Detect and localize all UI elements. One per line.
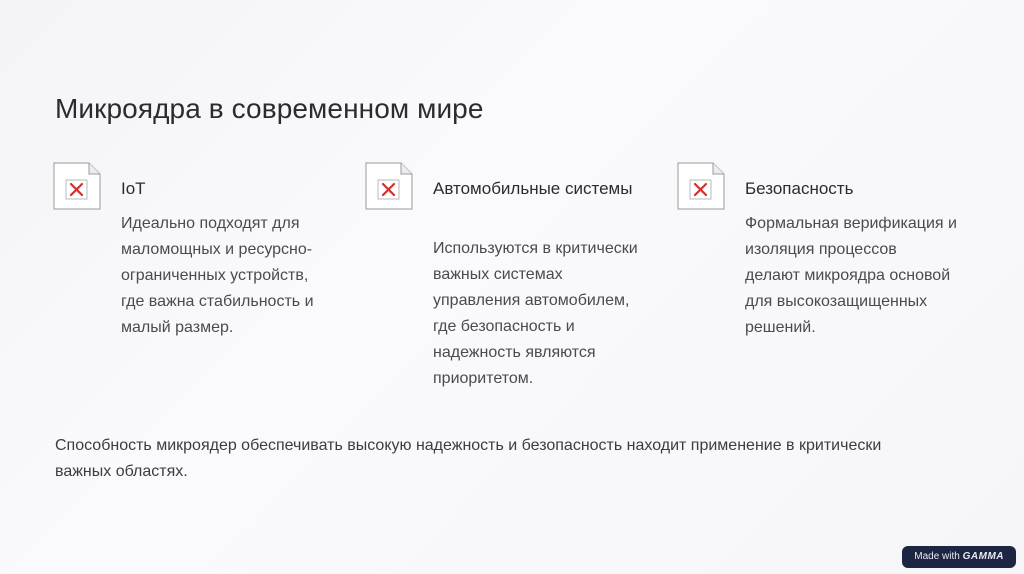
card-heading: Автомобильные системы — [433, 179, 633, 198]
card-body-line: где безопасность и — [433, 318, 575, 335]
card-body-line: где важна стабильность и — [121, 293, 314, 310]
summary-line: Способность микроядер обеспечивать высокую надежность и безопасность находит применение в критически — [55, 437, 882, 454]
broken-image-icon — [365, 162, 413, 210]
card-body-line: делают микроядра основой — [745, 267, 951, 284]
badge-prefix: Made with — [914, 551, 960, 562]
card-body-line: малый размер. — [121, 319, 234, 336]
gamma-logo: GAMMA — [962, 551, 1004, 562]
card-heading: IoT — [121, 179, 146, 198]
slide-title: Микроядра в современном мире — [55, 93, 484, 124]
card-body-line: управления автомобилем, — [433, 292, 630, 309]
card-body-line: для высокозащищенных — [745, 293, 928, 310]
card-body-line: изоляция процессов — [745, 241, 897, 258]
card-body — [121, 211, 314, 341]
card-body-line: важных системах — [433, 266, 563, 283]
card-iot — [53, 162, 353, 412]
card-body-line: Используются в критически — [433, 240, 638, 257]
card-body-line: Идеально подходят для — [121, 215, 300, 232]
card-body-line: надежность являются — [433, 344, 596, 361]
broken-image-icon — [677, 162, 725, 210]
summary-text — [55, 433, 881, 485]
card-body — [745, 211, 957, 341]
card-body-line: Формальная верификация и — [745, 215, 957, 232]
card-body-line: маломощных и ресурсно- — [121, 241, 313, 258]
made-with-gamma-badge[interactable] — [902, 546, 1016, 568]
card-body-line: решений. — [745, 319, 816, 336]
card-body-line: ограниченных устройств, — [121, 267, 309, 284]
card-body — [433, 236, 638, 392]
card-automotive — [365, 162, 665, 412]
card-security — [677, 162, 977, 412]
card-heading: Безопасность — [745, 179, 854, 198]
card-body-line: приоритетом. — [433, 370, 534, 387]
broken-image-icon — [53, 162, 101, 210]
summary-line: важных областях. — [55, 463, 188, 480]
